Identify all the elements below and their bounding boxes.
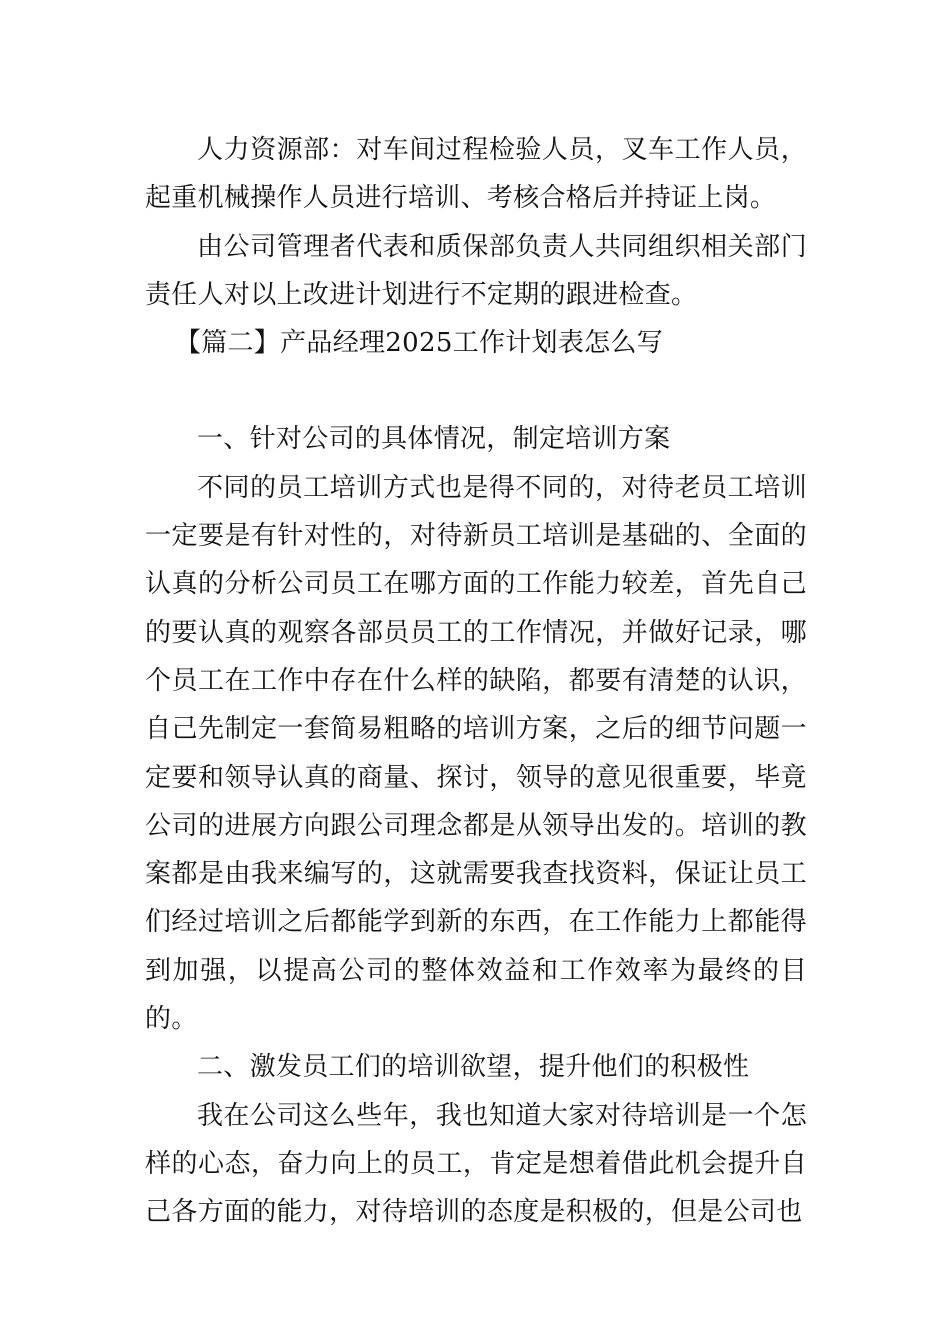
document-body [145,126,807,1237]
section-2-title: 二、激发员工们的培训欲望，提升他们的积极性 [197,1052,750,1083]
article-heading: 【篇二】产品经理2025工作计划表怎么写 [174,328,664,359]
paragraph-hr-training: 人力资源部：对车间过程检验人员，叉车工作人员，起重机械操作人员进行培训、考核合格后并持证上岗。 [145,135,807,214]
section-2-body: 我在公司这么些年，我也知道大家对待培训是一个怎样的心态，奋力向上的员工，肯定是想着借此机会提升自己各方面的能力，对待培训的态度是积极的，但是公司也 [145,1100,807,1228]
section-1-title: 一、针对公司的具体情况，制定培训方案 [197,424,671,455]
paragraph-followup-check: 由公司管理者代表和质保部负责人共同组织相关部门责任人对以上改进计划进行不定期的跟进检查。 [145,231,807,310]
section-1-body: 不同的员工培训方式也是得不同的，对待老员工培训一定要是有针对性的，对待新员工培训是基础的、全面的认真的分析公司员工在哪方面的工作能力较差，首先自己的要认真的观察各部员员工的工作情况，并做好记录，哪个员工在工作中存在什么样的缺陷，都要有清楚的认识，自己先制定一套简易粗略的培训方案，之后的细节问题一定要和领导认真的商量、探讨，领导的意见很重要，毕竟公司的进展方向跟公司理念都是从领导出发的。培训的教案都是由我来编写的，这就需要我查找资料，保证让员工们经过培训之后都能学到新的东西，在工作能力上都能得到加强，以提高公司的整体效益和工作效率为最终的目的。 [145,472,807,1035]
blank-line [145,367,807,415]
